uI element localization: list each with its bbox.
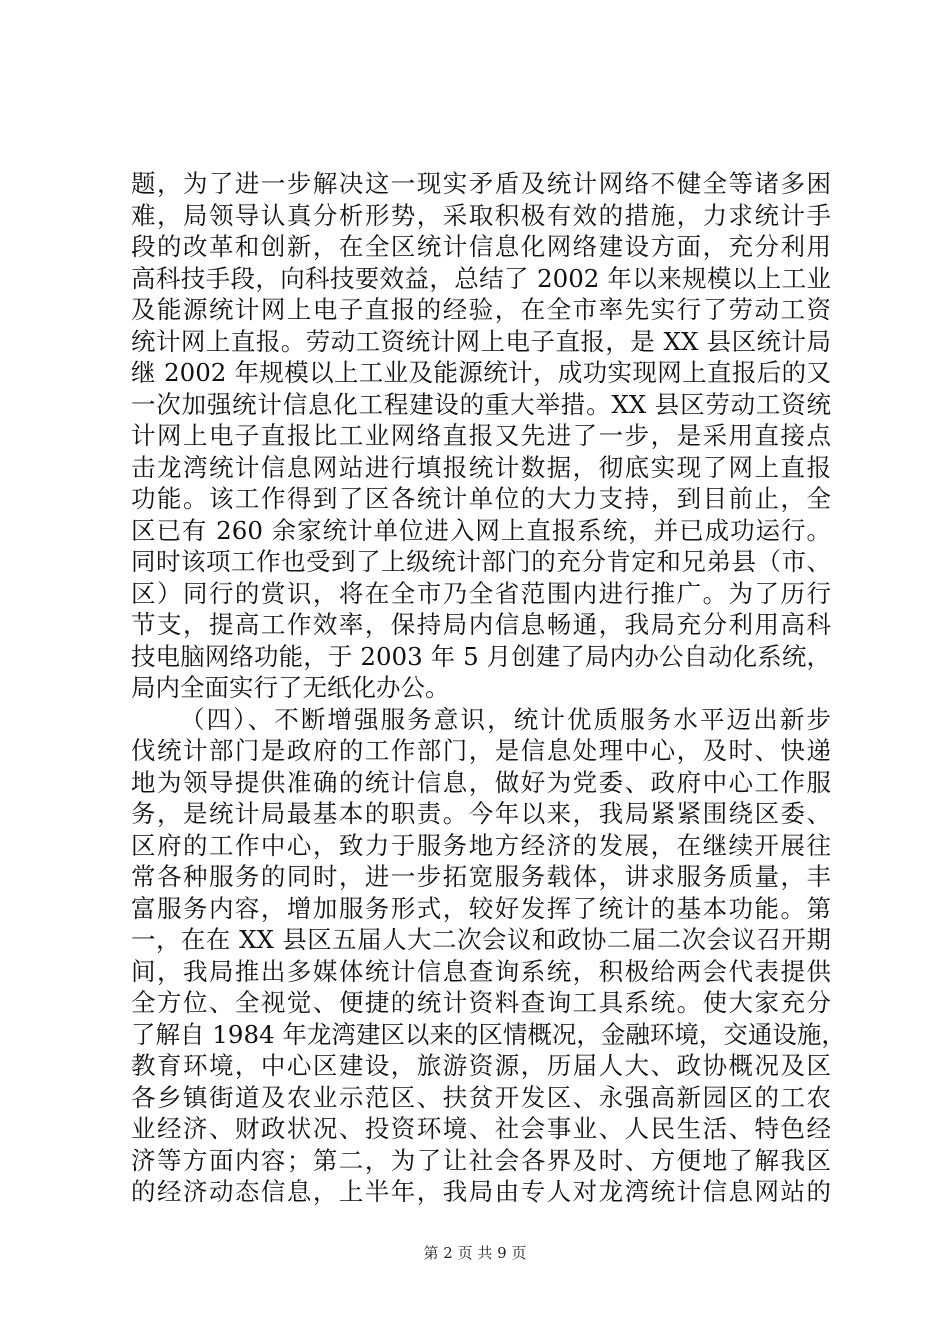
paragraph-end-line: 局内全面实行了无纸化办公。: [131, 673, 450, 702]
text-line: 一，在在 XX 县区五届人大二次会议和政协二届二次会议召开期: [131, 925, 831, 954]
text-line: 常各种服务的同时，进一步拓宽服务载体，讲求服务质量，丰: [131, 862, 831, 891]
text-line: 高科技手段，向科技要效益，总结了 2002 年以来规模以上工业: [131, 263, 831, 293]
text-line: 教育环境，中心区建设，旅游资源，历届人大、政协概况及区: [131, 1051, 831, 1080]
text-line: 伐统计部门是政府的工作部门，是信息处理中心，及时、快递: [131, 736, 831, 765]
text-line: 间，我局推出多媒体统计信息查询系统，积极给两会代表提供: [131, 956, 831, 986]
text-line: 务，是统计局最基本的职责。今年以来，我局紧紧围绕区委、: [131, 799, 831, 828]
page-number-footer: 第 2 页 共 9 页: [423, 1244, 527, 1262]
text-line: 区）同行的赏识，将在全市乃全省范围内进行推广。为了历行: [131, 578, 831, 608]
text-line: 技电脑网络功能，于 2003 年 5 月创建了局内办公自动化系统，: [131, 641, 831, 671]
text-line: 段的改革和创新，在全区统计信息化网络建设方面，充分利用: [131, 232, 831, 261]
text-line: 的经济动态信息，上半年，我局由专人对龙湾统计信息网站的: [131, 1177, 831, 1206]
body-text: [131, 168, 846, 1208]
text-line: 同时该项工作也受到了上级统计部门的充分肯定和兄弟县（市、: [131, 547, 831, 576]
text-line: 各乡镇街道及农业示范区、扶贫开发区、永强高新园区的工农: [131, 1082, 831, 1112]
text-line: 击龙湾统计信息网站进行填报统计数据，彻底实现了网上直报: [131, 452, 831, 482]
section-heading-line: （四）、不断增强服务意识，统计优质服务水平迈出新步: [180, 704, 831, 734]
text-line: 了解自 1984 年龙湾建区以来的区情概况，金融环境，交通设施，: [131, 1019, 846, 1049]
text-line: 难，局领导认真分析形势，采取积极有效的措施，力求统计手: [131, 200, 831, 230]
text-line: 继 2002 年规模以上工业及能源统计，成功实现网上直报后的又: [131, 358, 831, 387]
text-line: 一次加强统计信息化工程建设的重大举措。XX 县区劳动工资统: [131, 389, 831, 419]
text-line: 区已有 260 余家统计单位进入网上直报系统，并已成功运行。: [131, 515, 831, 545]
text-line: 地为领导提供准确的统计信息，做好为党委、政府中心工作服: [131, 767, 831, 797]
text-line: 全方位、全视觉、便捷的统计资料查询工具系统。使大家充分: [131, 988, 831, 1017]
text-line: 统计网上直报。劳动工资统计网上电子直报，是 XX 县区统计局: [131, 326, 831, 356]
text-line: 功能。该工作得到了区各统计单位的大力支持，到目前止，全: [131, 484, 831, 513]
text-line: 计网上电子直报比工业网络直报又先进了一步，是采用直接点: [131, 421, 831, 450]
text-line: 济等方面内容；第二，为了让社会各界及时、方便地了解我区: [131, 1145, 831, 1175]
text-line: 富服务内容，增加服务形式，较好发挥了统计的基本功能。第: [131, 893, 831, 923]
text-line: 区府的工作中心，致力于服务地方经济的发展，在继续开展往: [131, 830, 831, 860]
text-line: 节支，提高工作效率，保持局内信息畅通，我局充分利用高科: [131, 610, 831, 639]
text-line: 业经济、财政状况、投资环境、社会事业、人民生活、特色经: [131, 1114, 831, 1143]
text-line: 题，为了进一步解决这一现实矛盾及统计网络不健全等诸多困: [131, 169, 831, 198]
text-line: 及能源统计网上电子直报的经验，在全市率先实行了劳动工资: [131, 295, 831, 324]
